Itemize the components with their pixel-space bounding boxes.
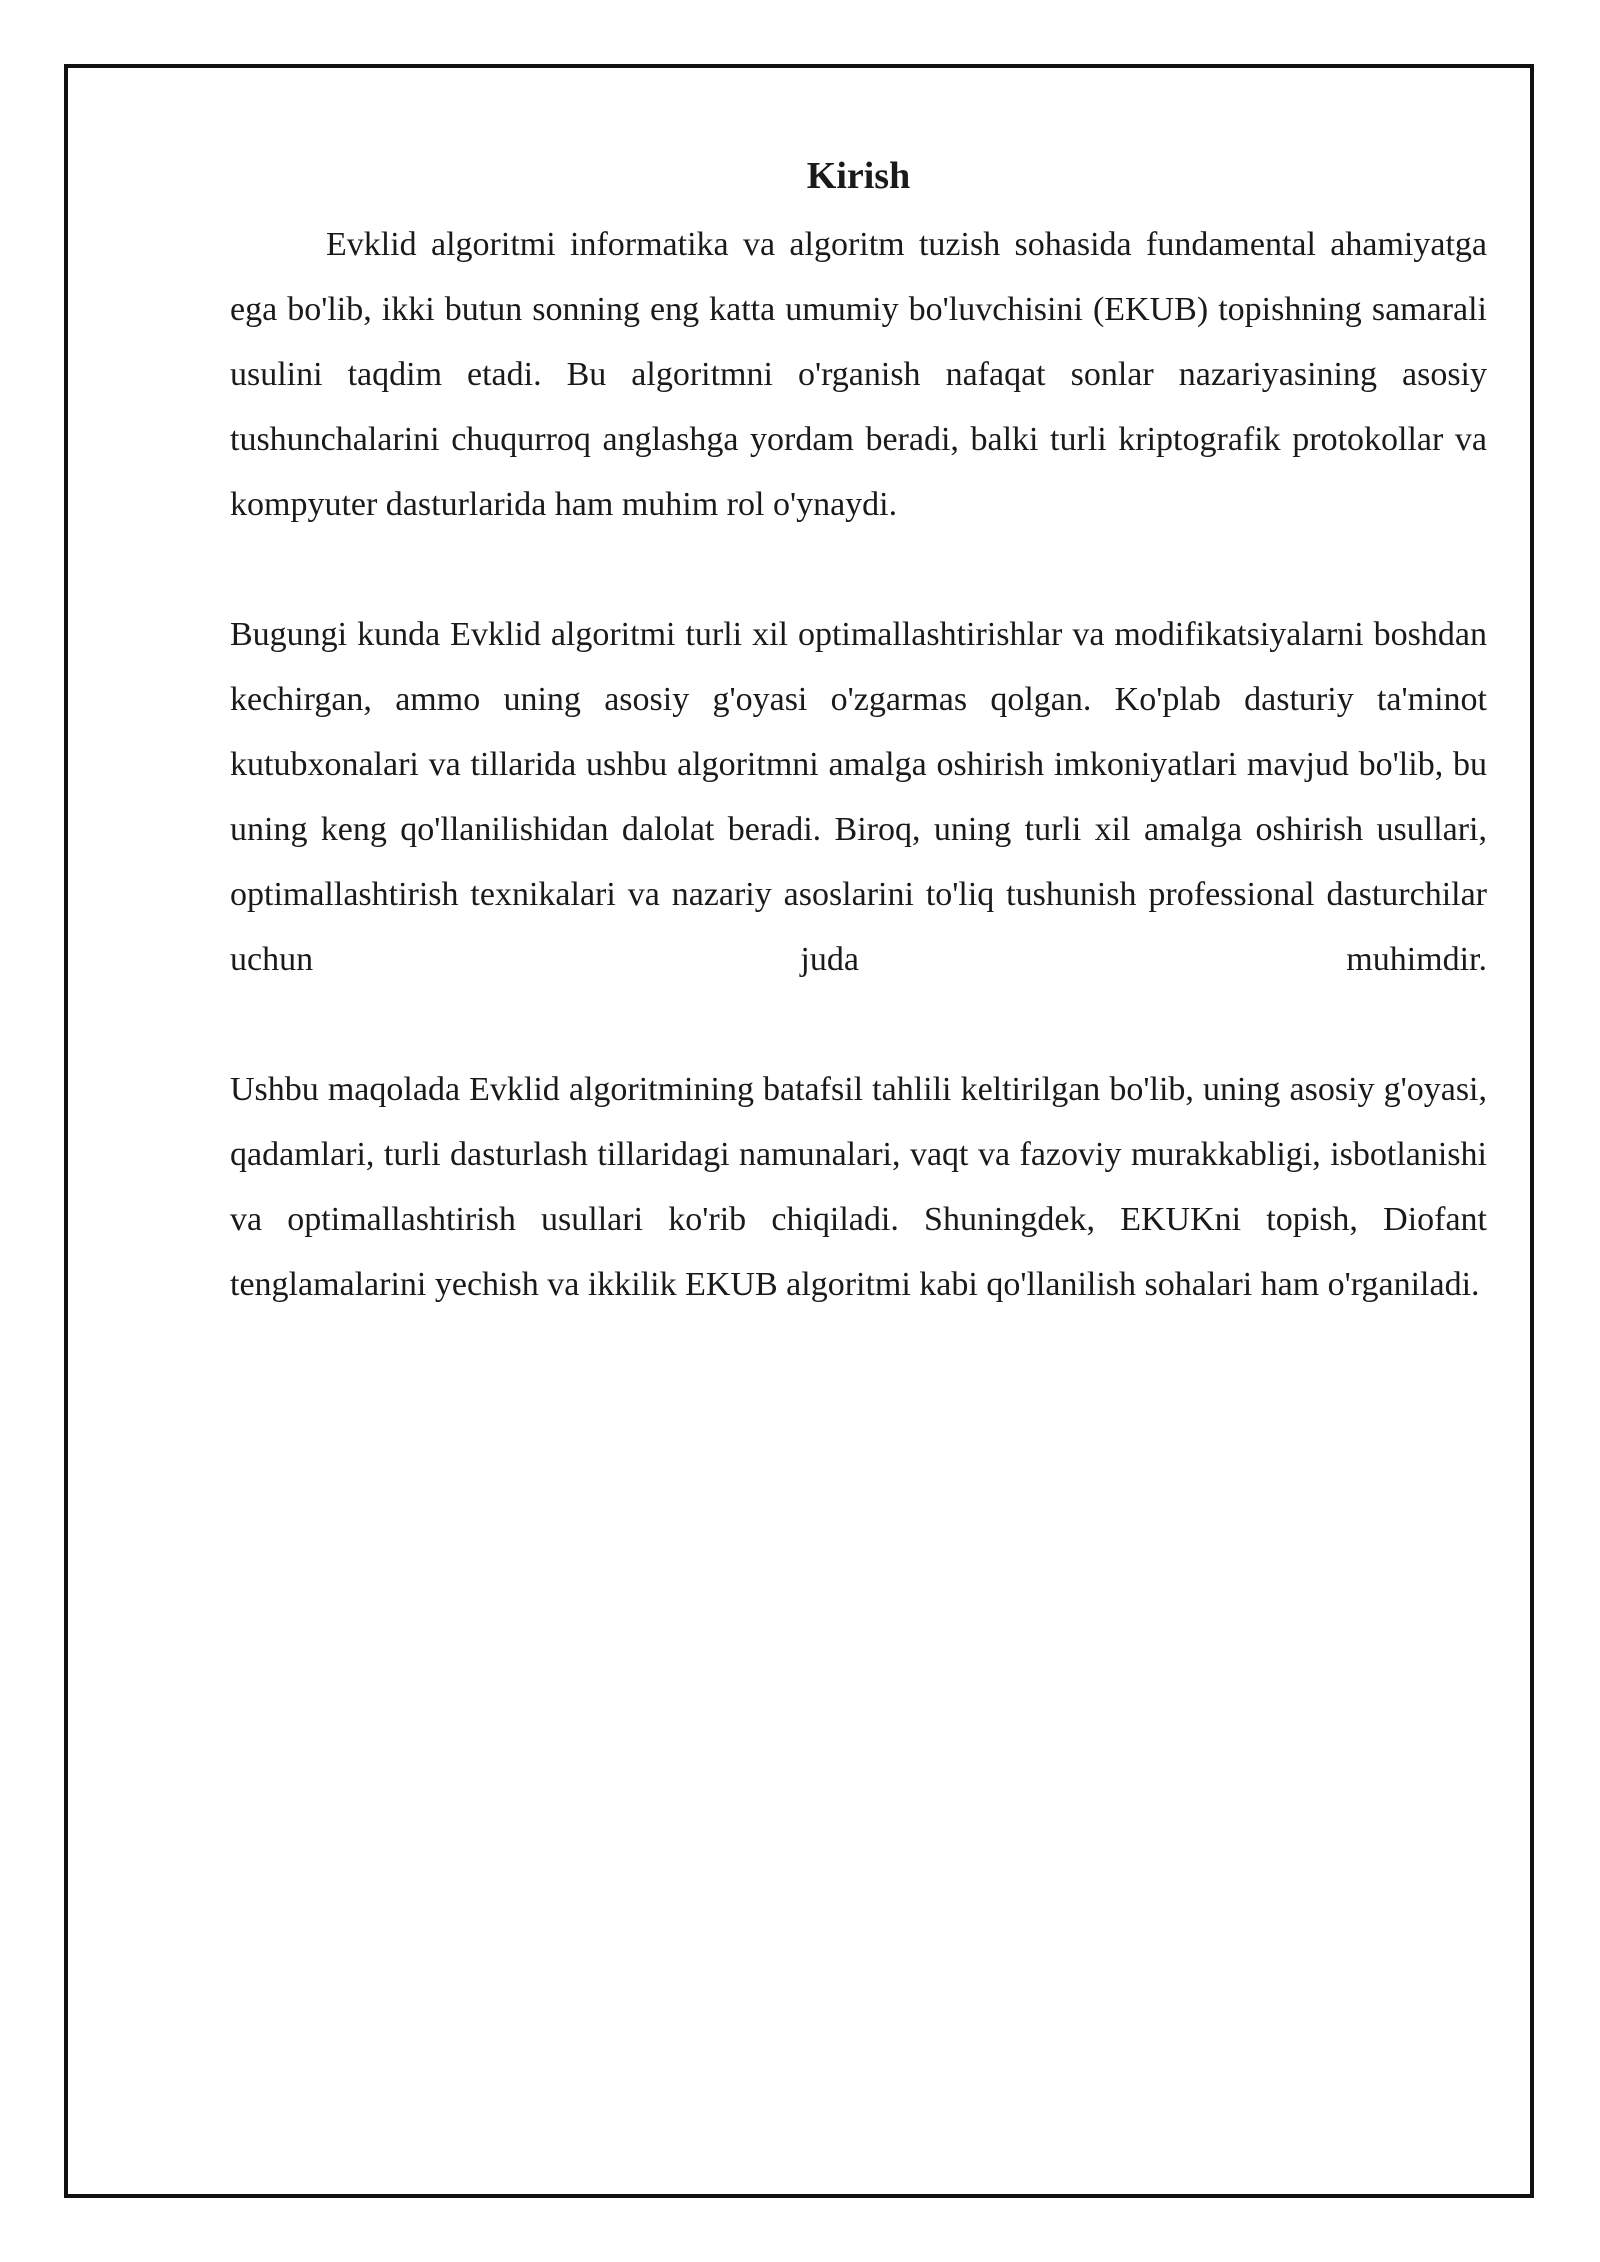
paragraph-today: Bugungi kunda Evklid algoritmi turli xil optimallashtirishlar va modifikatsiyalarni boshdan kechirgan, ammo uning asosiy g'oyasi o'zgarmas qolgan. Ko'plab dasturiy ta'minot kutubxonalari va tillarida ushbu algoritmni amalga oshirish imkoniyatlari mavjud bo'lib, bu uning keng qo'llanilishidan dalolat beradi. Biroq, uning turli xil amalga oshirish usullari, optimallashtirish texnikalari va nazariy asoslarini to'liq tushunish professional dasturchilar uchun juda muhimdir. xyxy=(230,616,1487,978)
document-body xyxy=(230,150,1487,1382)
paragraph-intro: Evklid algoritmi informatika va algoritm tuzish sohasida fundamental ahamiyatga ega bo'lib, ikki butun sonning eng katta umumiy bo'luvchisini (EKUB) topishning samarali usulini taqdim etadi. Bu algoritmni o'rganish nafaqat sonlar nazariyasining asosiy tushunchalarini chuqurroq anglashga yordam beradi, balki turli kriptografik protokollar va kompyuter dasturlarida ham muhim rol o'ynaydi. xyxy=(230,226,1487,523)
page-title: Kirish xyxy=(806,155,911,197)
paragraph-article-scope: Ushbu maqolada Evklid algoritmining batafsil tahlili keltirilgan bo'lib, uning asosiy g'oyasi, qadamlari, turli dasturlash tillaridagi namunalari, vaqt va fazoviy murakkabligi, isbotlanishi va optimallashtirish usullari ko'rib chiqiladi. Shuningdek, EKUKni topish, Diofant tenglamalarini yechish va ikkilik EKUB algoritmi kabi qo'llanilish sohalari ham o'rganiladi. xyxy=(230,1071,1487,1303)
